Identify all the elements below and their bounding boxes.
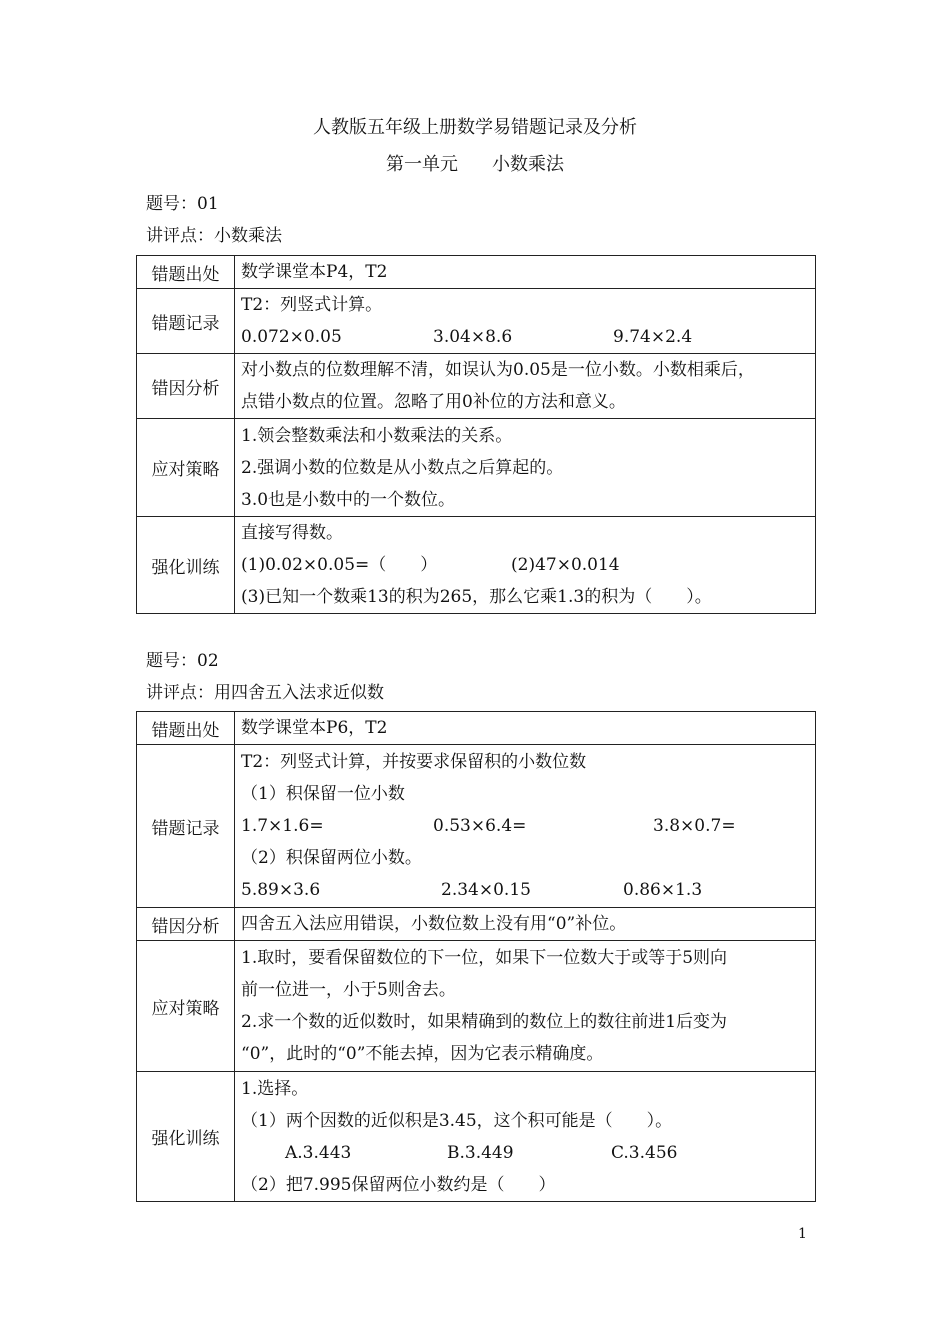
q2-record-item: 5.89×3.6 (241, 880, 321, 900)
q1-label-source: 错题出处 (137, 256, 235, 289)
q2-record-sub1: （1）积保留一位小数 (241, 784, 405, 804)
q2-label-training: 强化训练 (137, 1072, 235, 1202)
q1-label-cause: 错因分析 (137, 354, 235, 419)
q2-table (136, 711, 816, 1202)
q1-row-training (137, 517, 816, 614)
q2-label-record: 错题记录 (137, 745, 235, 908)
q2-record-item: 0.86×1.3 (623, 880, 703, 900)
q2-record-sub2: （2）积保留两位小数。 (241, 848, 422, 868)
q1-row-record (137, 289, 816, 354)
q2-training-line4: （2）把7.995保留两位小数约是（ ） (241, 1174, 556, 1195)
q2-record-item: 0.53×6.4= (433, 816, 527, 836)
q1-record-line1: T2：列竖式计算。 (241, 295, 383, 315)
q2-record-item: 2.34×0.15 (441, 880, 531, 900)
unit-topic: 小数乘法 (492, 154, 564, 175)
q2-strategy-line: “0”，此时的“0”不能去掉，因为它表示精确度。 (241, 1044, 604, 1064)
q1-record-item: 0.072×0.05 (241, 327, 342, 347)
document-title: 人教版五年级上册数学易错题记录及分析 (313, 117, 637, 138)
q2-strategy-line: 1.取时，要看保留数位的下一位，如果下一位数大于或等于5则向 (241, 948, 728, 968)
q1-cause-line: 点错小数点的位置。忽略了用0补位的方法和意义。 (241, 392, 626, 412)
q1-row-strategy (137, 419, 816, 517)
q1-training-line1: 直接写得数。 (241, 523, 343, 543)
q2-row-training (137, 1072, 816, 1202)
q1-training-item: (2)47×0.014 (511, 555, 620, 575)
q1-cause-line: 对小数点的位数理解不清，如误认为0.05是一位小数。小数相乘后， (241, 360, 755, 380)
q1-training-item: (1)0.02×0.05=（ ） (241, 555, 438, 575)
q1-strategy-line: 1.领会整数乘法和小数乘法的关系。 (241, 425, 513, 446)
q1-point: 讲评点：小数乘法 (146, 226, 282, 246)
q2-label-cause: 错因分析 (137, 908, 235, 941)
q2-option: A.3.443 (285, 1142, 352, 1163)
q1-label-record: 错题记录 (137, 289, 235, 354)
q1-strategy-line: 3.0也是小数中的一个数位。 (241, 489, 456, 510)
q2-training-line2: （1）两个因数的近似积是3.45，这个积可能是（ ）。 (241, 1110, 673, 1131)
q1-label-strategy: 应对策略 (137, 419, 235, 517)
q1-row-cause (137, 354, 816, 419)
q1-record-item: 3.04×8.6 (433, 327, 513, 347)
q2-row-source (137, 712, 816, 745)
q2-record-line1: T2：列竖式计算，并按要求保留积的小数位数 (241, 752, 587, 772)
q1-source: 数学课堂本P4，T2 (241, 262, 388, 282)
q2-label-source: 错题出处 (137, 712, 235, 745)
q2-point: 讲评点：用四舍五入法求近似数 (146, 683, 384, 703)
q2-record-item: 3.8×0.7= (653, 816, 736, 836)
q2-training-line1: 1.选择。 (241, 1078, 309, 1099)
q2-strategy-line: 2.求一个数的近似数时，如果精确到的数位上的数往前进1后变为 (241, 1012, 728, 1032)
q2-option: C.3.456 (611, 1142, 678, 1163)
q2-record-items2 (241, 874, 809, 906)
q1-table (136, 255, 816, 614)
q2-source: 数学课堂本P6，T2 (241, 718, 388, 738)
q2-training-options (241, 1137, 809, 1169)
unit-label: 第一单元 (386, 154, 458, 175)
q2-cause: 四舍五入法应用错误，小数位数上没有用“0”补位。 (241, 914, 627, 934)
q2-row-strategy (137, 941, 816, 1072)
q1-label-training: 强化训练 (137, 517, 235, 614)
q1-strategy-line: 2.强调小数的位数是从小数点之后算起的。 (241, 457, 564, 478)
unit-heading (0, 150, 950, 176)
q1-training-items (241, 549, 809, 581)
q2-row-cause (137, 908, 816, 941)
q1-row-source (137, 256, 816, 289)
q2-label-strategy: 应对策略 (137, 941, 235, 1072)
q2-record-item: 1.7×1.6= (241, 816, 324, 836)
q2-row-record (137, 745, 816, 908)
page-number: 1 (798, 1226, 807, 1242)
q2-option: B.3.449 (447, 1142, 514, 1163)
q1-record-item: 9.74×2.4 (613, 327, 693, 347)
q1-training-line3: (3)已知一个数乘13的积为265，那么它乘1.3的积为（ ）。 (241, 587, 712, 607)
q1-record-items (241, 321, 809, 353)
q2-record-items1 (241, 810, 809, 842)
q1-number: 题号：01 (146, 194, 219, 214)
q2-strategy-line: 前一位进一，小于5则舍去。 (241, 980, 456, 1000)
q2-number: 题号：02 (146, 651, 219, 671)
